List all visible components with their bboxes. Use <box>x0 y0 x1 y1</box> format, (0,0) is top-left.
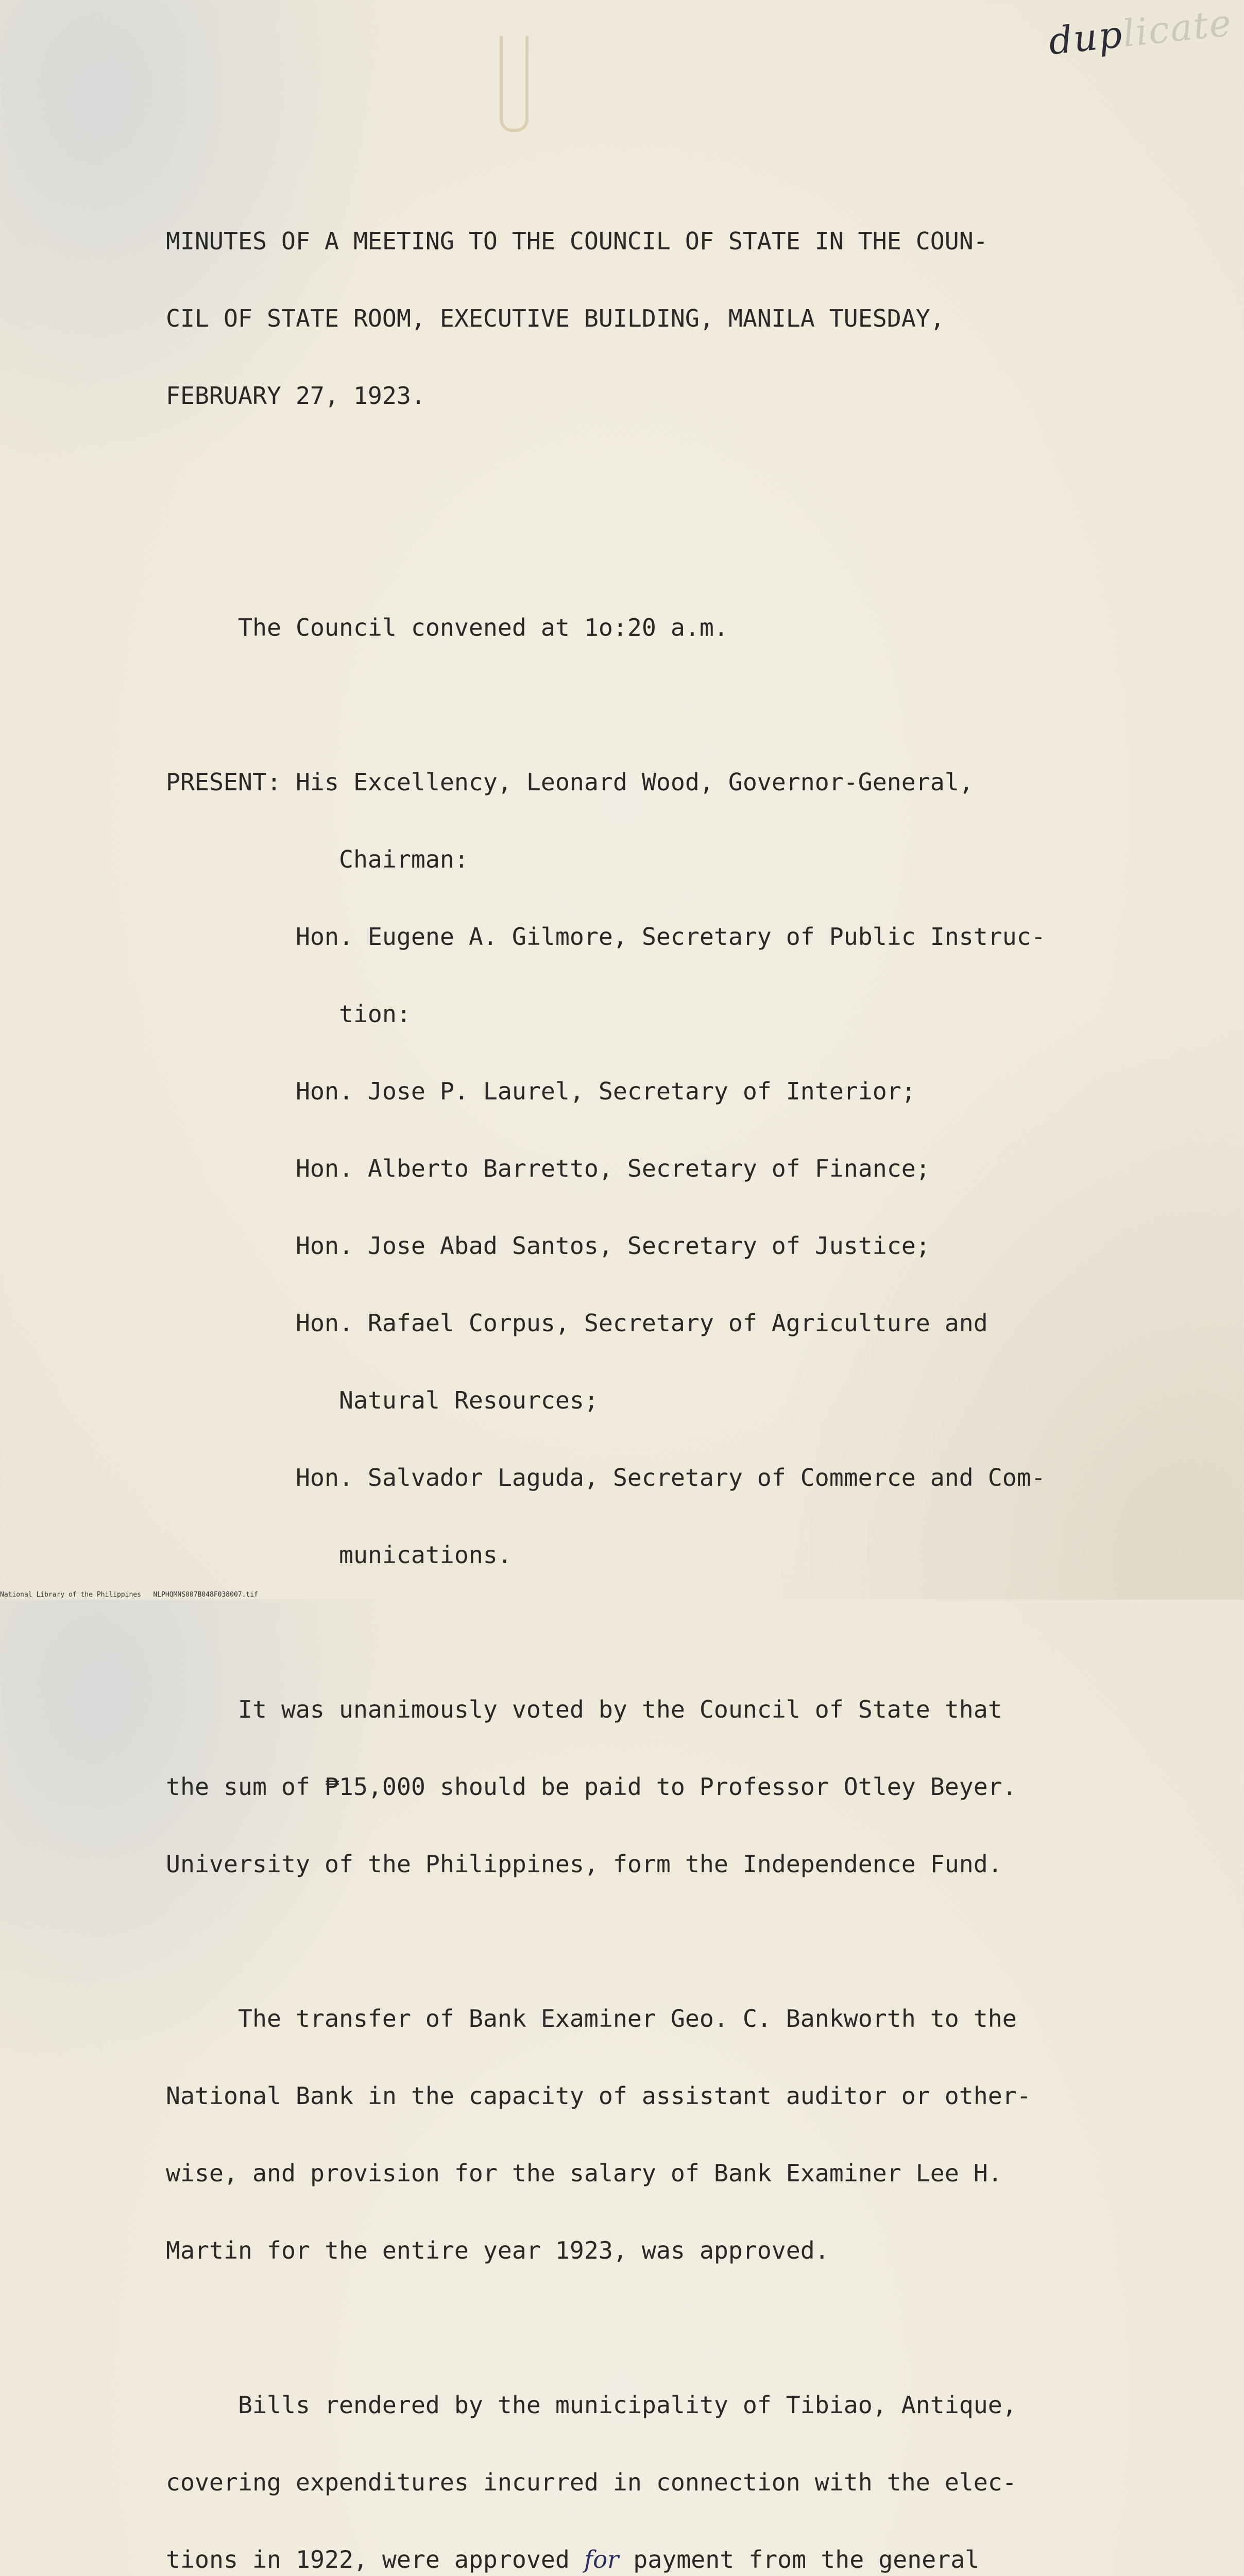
handwritten-annotation <box>1047 1 1234 63</box>
paragraph-line <box>166 2547 1165 2572</box>
paragraph-text: tions in 1922, were approved <box>166 2546 584 2573</box>
paragraph-line: wise, and provision for the salary of Bank Examiner Lee H. <box>166 2159 1002 2187</box>
scan-footer <box>0 1591 258 1599</box>
footer-library: National Library of the Philippines <box>0 1591 141 1599</box>
present-line: Hon. Eugene A. Gilmore, Secretary of Public Instruc- <box>166 923 1046 951</box>
present-line: Hon. Salvador Laguda, Secretary of Commerce and Com- <box>166 1464 1046 1492</box>
paragraph-line: Bills rendered by the municipality of Tibiao, Antique, <box>166 2391 1017 2419</box>
heading-line: FEBRUARY 27, 1923. <box>166 382 425 410</box>
present-line: Hon. Rafael Corpus, Secretary of Agriculture and <box>166 1309 988 1337</box>
footer-filename: NLPHQMNS007B048F038007.tif <box>153 1591 258 1599</box>
heading-line: CIL OF STATE ROOM, EXECUTIVE BUILDING, MANILA TUESDAY, <box>166 304 945 332</box>
annotation-text: dup <box>1046 12 1126 63</box>
paragraph-line: University of the Philippines, form the Independence Fund. <box>166 1850 1002 1878</box>
paragraph-line: covering expenditures incurred in connection with the elec- <box>166 2468 1017 2496</box>
present-line: munications. <box>166 1541 512 1569</box>
handwritten-correction: for <box>584 2546 619 2573</box>
paper-clip-stain <box>500 36 529 132</box>
paragraph-line: the sum of ₱15,000 should be paid to Professor Otley Beyer. <box>166 1773 1017 1801</box>
heading-line: MINUTES OF A MEETING TO THE COUNCIL OF STATE IN THE COUN- <box>166 227 988 255</box>
paragraph-line: National Bank in the capacity of assistant auditor or other- <box>166 2082 1031 2110</box>
paragraph-line: The transfer of Bank Examiner Geo. C. Bankworth to the <box>166 2005 1017 2032</box>
paragraph-line: It was unanimously voted by the Council of State that <box>166 1696 1002 1723</box>
paragraph-line: Martin for the entire year 1923, was approved. <box>166 2236 829 2264</box>
present-line: Hon. Jose P. Laurel, Secretary of Interior; <box>166 1077 916 1105</box>
present-line: PRESENT: His Excellency, Leonard Wood, Governor-General, <box>166 768 974 796</box>
annotation-faded-text: licate <box>1120 1 1234 56</box>
paragraph-text: payment from the general <box>619 2546 980 2573</box>
present-line: Chairman: <box>166 845 469 873</box>
present-line: Hon. Alberto Barretto, Secretary of Finance; <box>166 1155 930 1182</box>
present-line: Hon. Jose Abad Santos, Secretary of Justice; <box>166 1232 930 1260</box>
present-line: Natural Resources; <box>166 1386 599 1414</box>
convened-line: The Council convened at 1o:20 a.m. <box>166 614 728 641</box>
document-body <box>166 177 1165 2576</box>
present-line: tion: <box>166 1000 411 1028</box>
